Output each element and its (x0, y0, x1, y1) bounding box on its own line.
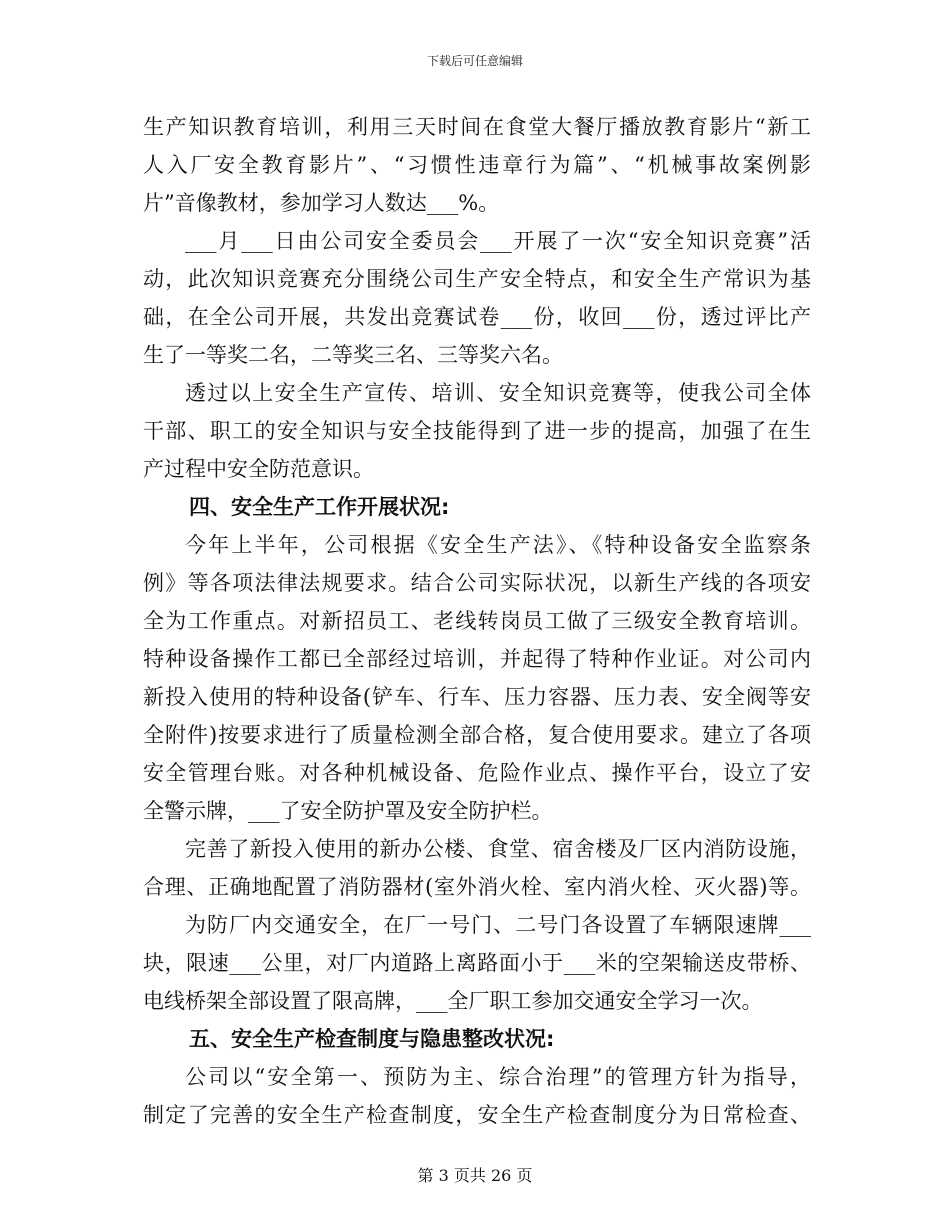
text-line: 生产知识教育培训，利用三天时间在食堂大餐厅播放教育影片“新工 (143, 115, 811, 139)
text-line: 干部、职工的安全知识与安全技能得到了进一步的提高，加强了在生 (143, 419, 811, 443)
document-body (143, 108, 811, 1134)
text-line: 全附件)按要求进行了质量检测全部合格，复合使用要求。建立了各项 (143, 723, 811, 747)
text-line: 合理、正确地配置了消防器材(室外消火栓、室内消火栓、灭火器)等。 (143, 875, 811, 899)
text-line: 产过程中安全防范意识。 (143, 457, 374, 481)
text-line: ___月___日由公司安全委员会___开展了一次“安全知识竞赛”活 (185, 229, 811, 253)
page-footer-number: 第 3 页共 26 页 (417, 1166, 533, 1185)
text-line: 电线桥架全部设置了限高牌，___全厂职工参加交通安全学习一次。 (143, 989, 763, 1013)
text-line: 人入厂安全教育影片”、“习惯性违章行为篇”、“机械事故案例影 (143, 153, 811, 177)
section-heading-4: 四、安全生产工作开展状况: (189, 495, 450, 519)
text-line: 例》等各项法律法规要求。结合公司实际状况，以新生产线的各项安 (143, 571, 811, 595)
page-header-note: 下载后可任意编辑 (426, 54, 523, 68)
text-line: 片”音像教材，参加学习人数达___%。 (143, 191, 500, 215)
text-line: 制定了完善的安全生产检查制度，安全生产检查制度分为日常检查、 (143, 1103, 811, 1127)
text-line: 全警示牌，___了安全防护罩及安全防护栏。 (143, 799, 553, 823)
text-line: 生了一等奖二名，二等奖三名、三等奖六名。 (143, 343, 563, 367)
text-line: 公司以“安全第一、预防为主、综合治理”的管理方针为指导， (185, 1065, 811, 1089)
text-line: 今年上半年，公司根据《安全生产法》、《特种设备安全监察条 (185, 533, 811, 557)
text-line: 动，此次知识竞赛充分围绕公司生产安全特点，和安全生产常识为基 (143, 267, 811, 291)
text-line: 新投入使用的特种设备(铲车、行车、压力容器、压力表、安全阀等安 (143, 685, 811, 709)
text-line: 块，限速___公里，对厂内道路上离路面小于___米的空架输送皮带桥、 (143, 951, 811, 975)
text-line: 础，在全公司开展，共发出竞赛试卷___份，收回___份，透过评比产 (143, 305, 811, 329)
text-line: 完善了新投入使用的新办公楼、食堂、宿舍楼及厂区内消防设施， (185, 837, 811, 861)
text-line: 特种设备操作工都已全部经过培训，并起得了特种作业证。对公司内 (143, 647, 811, 671)
text-line: 透过以上安全生产宣传、培训、安全知识竞赛等，使我公司全体 (185, 381, 811, 405)
text-line: 全为工作重点。对新招员工、老线转岗员工做了三级安全教育培训。 (143, 609, 811, 633)
text-line: 为防厂内交通安全，在厂一号门、二号门各设置了车辆限速牌___ (185, 913, 811, 937)
section-heading-5: 五、安全生产检查制度与隐患整改状况: (189, 1027, 555, 1051)
text-line: 安全管理台账。对各种机械设备、危险作业点、操作平台，设立了安 (143, 761, 811, 785)
